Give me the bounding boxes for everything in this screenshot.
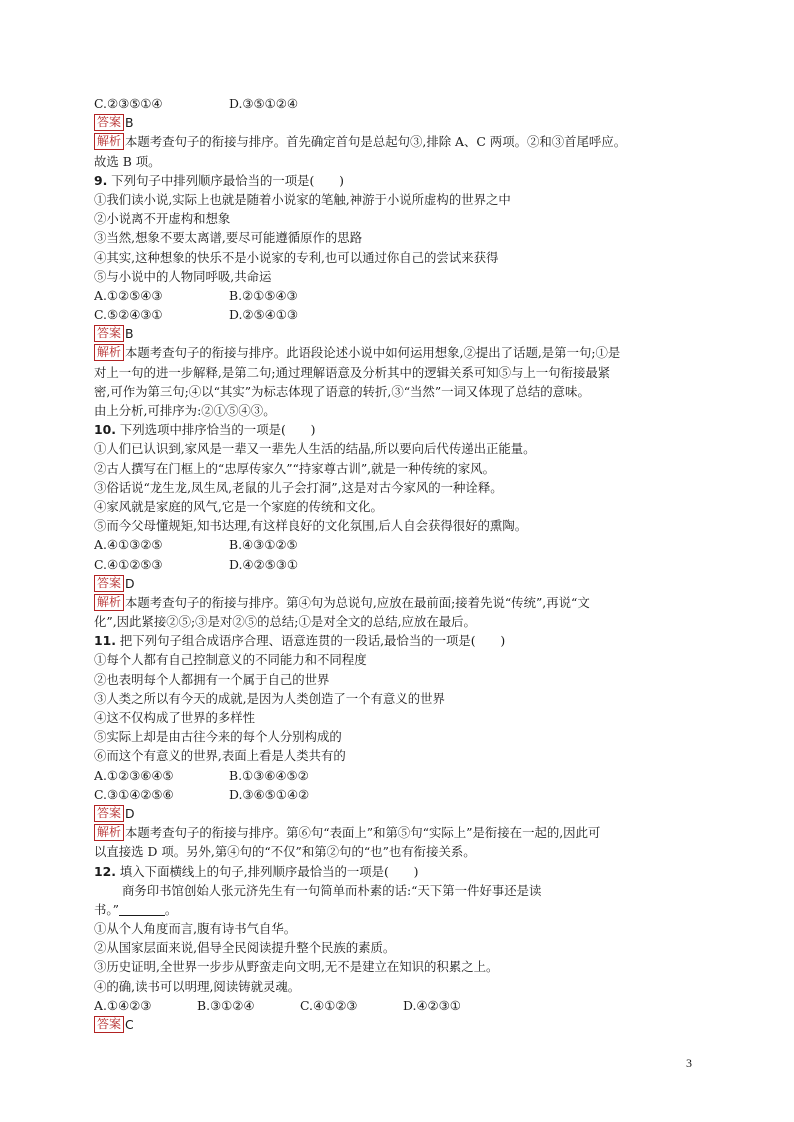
q9-stem (94, 171, 706, 190)
analysis-text: 本题考查句子的衔接与排序。第⑥句“表面上”和第⑤句“实际上”是衔接在一起的,因此可 (125, 825, 601, 841)
q11-option-c: C.③①④②⑤⑥ (94, 786, 174, 802)
q10-option-d: D.④②⑤③① (229, 556, 298, 572)
answer-tag: 答案 (94, 325, 124, 342)
q11-answer (94, 804, 706, 823)
q10-options-cd (94, 555, 706, 574)
q11-sentence: ①每个人都有自己控制意义的不同能力和不同程度 (94, 652, 367, 668)
analysis-tag: 解析 (94, 824, 124, 841)
q12-sentence: ④的确,读书可以明理,阅读铸就灵魂。 (94, 978, 301, 994)
q12-option-a: A.①④②③ (94, 997, 152, 1013)
q10-option-a: A.④①③②⑤ (94, 537, 163, 553)
answer-value: B (125, 326, 134, 342)
q9-option-d: D.②⑤④①③ (229, 307, 298, 323)
q12-sentence: ③历史证明,全世界一步步从野蛮走向文明,无不是建立在知识的积累之上。 (94, 959, 499, 975)
analysis-text: 本题考查句子的衔接与排序。第④句为总说句,应放在最前面;接着先说“传统”,再说“文 (125, 594, 590, 610)
q9-answer (94, 324, 706, 343)
q9-analysis-line: 密,可作为第三句;④以“其实”为标志体现了语意的转折,③“当然”一词又体现了总结的意味。 (94, 383, 590, 399)
analysis-tag: 解析 (94, 344, 124, 361)
q10-option-b: B.④③①②⑤ (229, 537, 298, 553)
q9-option-a: A.①②⑤④③ (94, 287, 163, 303)
q11-stem (94, 631, 706, 650)
q9-analysis-line (94, 343, 706, 362)
q8-options-cd (94, 94, 706, 113)
answer-value: D (125, 575, 135, 591)
q8-answer (94, 113, 706, 132)
q12-answer (94, 1015, 706, 1034)
analysis-tag: 解析 (94, 594, 124, 611)
question-number: 12. (94, 863, 116, 879)
q12-option-b: B.③①②④ (197, 997, 255, 1013)
q10-sentence: ④家风就是家庭的风气,它是一个家庭的传统和文化。 (94, 498, 383, 514)
fill-in-blank (119, 903, 165, 916)
q11-analysis-line: 以直接选 D 项。另外,第④句的“不仅”和第②句的“也”也有衔接关系。 (94, 844, 476, 860)
q11-options-ab (94, 766, 706, 785)
page-content (94, 94, 706, 1034)
q12-option-c: C.④①②③ (300, 997, 358, 1013)
q10-option-c: C.④①②⑤③ (94, 556, 163, 572)
q12-sentence: ②从国家层面来说,倡导全民阅读提升整个民族的素质。 (94, 940, 396, 956)
question-text: 下列选项中排序恰当的一项是( ) (119, 422, 316, 438)
passage-text: 。 (164, 901, 178, 917)
q12-stem (94, 862, 706, 881)
q9-option-c: C.⑤②④③① (94, 307, 163, 323)
q12-sentence: ①从个人角度而言,腹有诗书气自华。 (94, 921, 297, 937)
q10-sentence: ③俗话说“龙生龙,凤生凤,老鼠的儿子会打洞”,这是对古今家风的一种诠释。 (94, 479, 503, 495)
analysis-text: 本题考查句子的衔接与排序。首先确定首句是总起句③,排除 A、C 两项。②和③首尾呼应。 (125, 134, 627, 150)
q12-option-d: D.④②③① (403, 997, 461, 1013)
q10-sentence: ②古人撰写在门框上的“忠厚传家久”“持家尊古训”,就是一种传统的家风。 (94, 460, 495, 476)
question-number: 10. (94, 422, 116, 438)
q10-analysis-line: 化”,因此紧接②⑤;③是对②⑤的总结;①是对全文的总结,应放在最后。 (94, 614, 476, 630)
page-number: 3 (686, 1056, 692, 1070)
question-number: 11. (94, 633, 116, 649)
analysis-tag: 解析 (94, 133, 124, 150)
q8-analysis-line: 故选 B 项。 (94, 153, 161, 169)
q12-passage-line (94, 900, 706, 919)
q11-option-b: B.①③⑥④⑤② (229, 767, 309, 783)
answer-value: B (125, 115, 134, 131)
q9-sentence: ⑤与小说中的人物同呼吸,共命运 (94, 268, 272, 284)
q9-sentence: ③当然,想象不要太离谱,要尽可能遵循原作的思路 (94, 230, 363, 246)
passage-text: 书。” (94, 901, 119, 917)
q8-analysis-line (94, 132, 706, 151)
q10-answer (94, 574, 706, 593)
q8-option-d: D.③⑤①②④ (229, 96, 298, 111)
q9-options-cd (94, 305, 706, 324)
q11-sentence: ⑤实际上却是由古往今来的每个人分别构成的 (94, 729, 342, 745)
q9-sentence: ④其实,这种想象的快乐不是小说家的专利,也可以通过你自己的尝试来获得 (94, 249, 499, 265)
answer-tag: 答案 (94, 575, 124, 592)
q9-analysis-line: 由上分析,可排序为:②①⑤④③。 (94, 403, 276, 418)
q9-sentence: ②小说离不开虚构和想象 (94, 211, 231, 227)
q8-option-c: C.②③⑤①④ (94, 96, 163, 111)
question-text: 下列句子中排列顺序最恰当的一项是( ) (111, 172, 344, 188)
q11-analysis-line (94, 823, 706, 842)
q11-options-cd (94, 785, 706, 804)
q11-option-d: D.③⑥⑤①④② (229, 786, 310, 802)
question-text: 填入下面横线上的句子,排列顺序最恰当的一项是( ) (119, 863, 419, 879)
q11-sentence: ②也表明每个人都拥有一个属于自己的世界 (94, 671, 330, 687)
q10-sentence: ⑤而今父母懂规矩,知书达理,有这样良好的文化氛围,后人自会获得很好的熏陶。 (94, 518, 528, 534)
analysis-text: 本题考查句子的衔接与排序。此语段论述小说中如何运用想象,②提出了话题,是第一句;①是 (125, 345, 621, 361)
q10-sentence: ①人们已认识到,家风是一辈又一辈先人生活的结晶,所以要向后代传递出正能量。 (94, 441, 536, 457)
q10-analysis-line (94, 593, 706, 612)
q11-option-a: A.①②③⑥④⑤ (94, 767, 174, 783)
q12-options (94, 996, 706, 1015)
answer-tag: 答案 (94, 114, 124, 131)
q9-analysis-line: 对上一句的进一步解释,是第二句;通过理解语意及分析其中的逻辑关系可知⑤与上一句衔接最紧 (94, 364, 611, 380)
question-number: 9. (94, 172, 108, 188)
q10-stem (94, 420, 706, 439)
answer-value: D (125, 805, 135, 821)
q10-options-ab (94, 535, 706, 554)
answer-value: C (125, 1017, 134, 1032)
q12-passage-line: 商务印书馆创始人张元济先生有一句简单而朴素的话:“天下第一件好事还是读 (122, 882, 542, 898)
q9-option-b: B.②①⑤④③ (229, 287, 298, 303)
answer-tag: 答案 (94, 805, 124, 822)
q9-sentence: ①我们读小说,实际上也就是随着小说家的笔触,神游于小说所虚构的世界之中 (94, 191, 511, 207)
question-text: 把下列句子组合成语序合理、语意连贯的一段话,最恰当的一项是( ) (119, 633, 506, 649)
answer-tag: 答案 (94, 1016, 124, 1033)
q11-sentence: ⑥而这个有意义的世界,表面上看是人类共有的 (94, 748, 346, 764)
q11-sentence: ④这不仅构成了世界的多样性 (94, 710, 256, 725)
q11-sentence: ③人类之所以有今天的成就,是因为人类创造了一个有意义的世界 (94, 690, 445, 706)
q9-options-ab (94, 286, 706, 305)
